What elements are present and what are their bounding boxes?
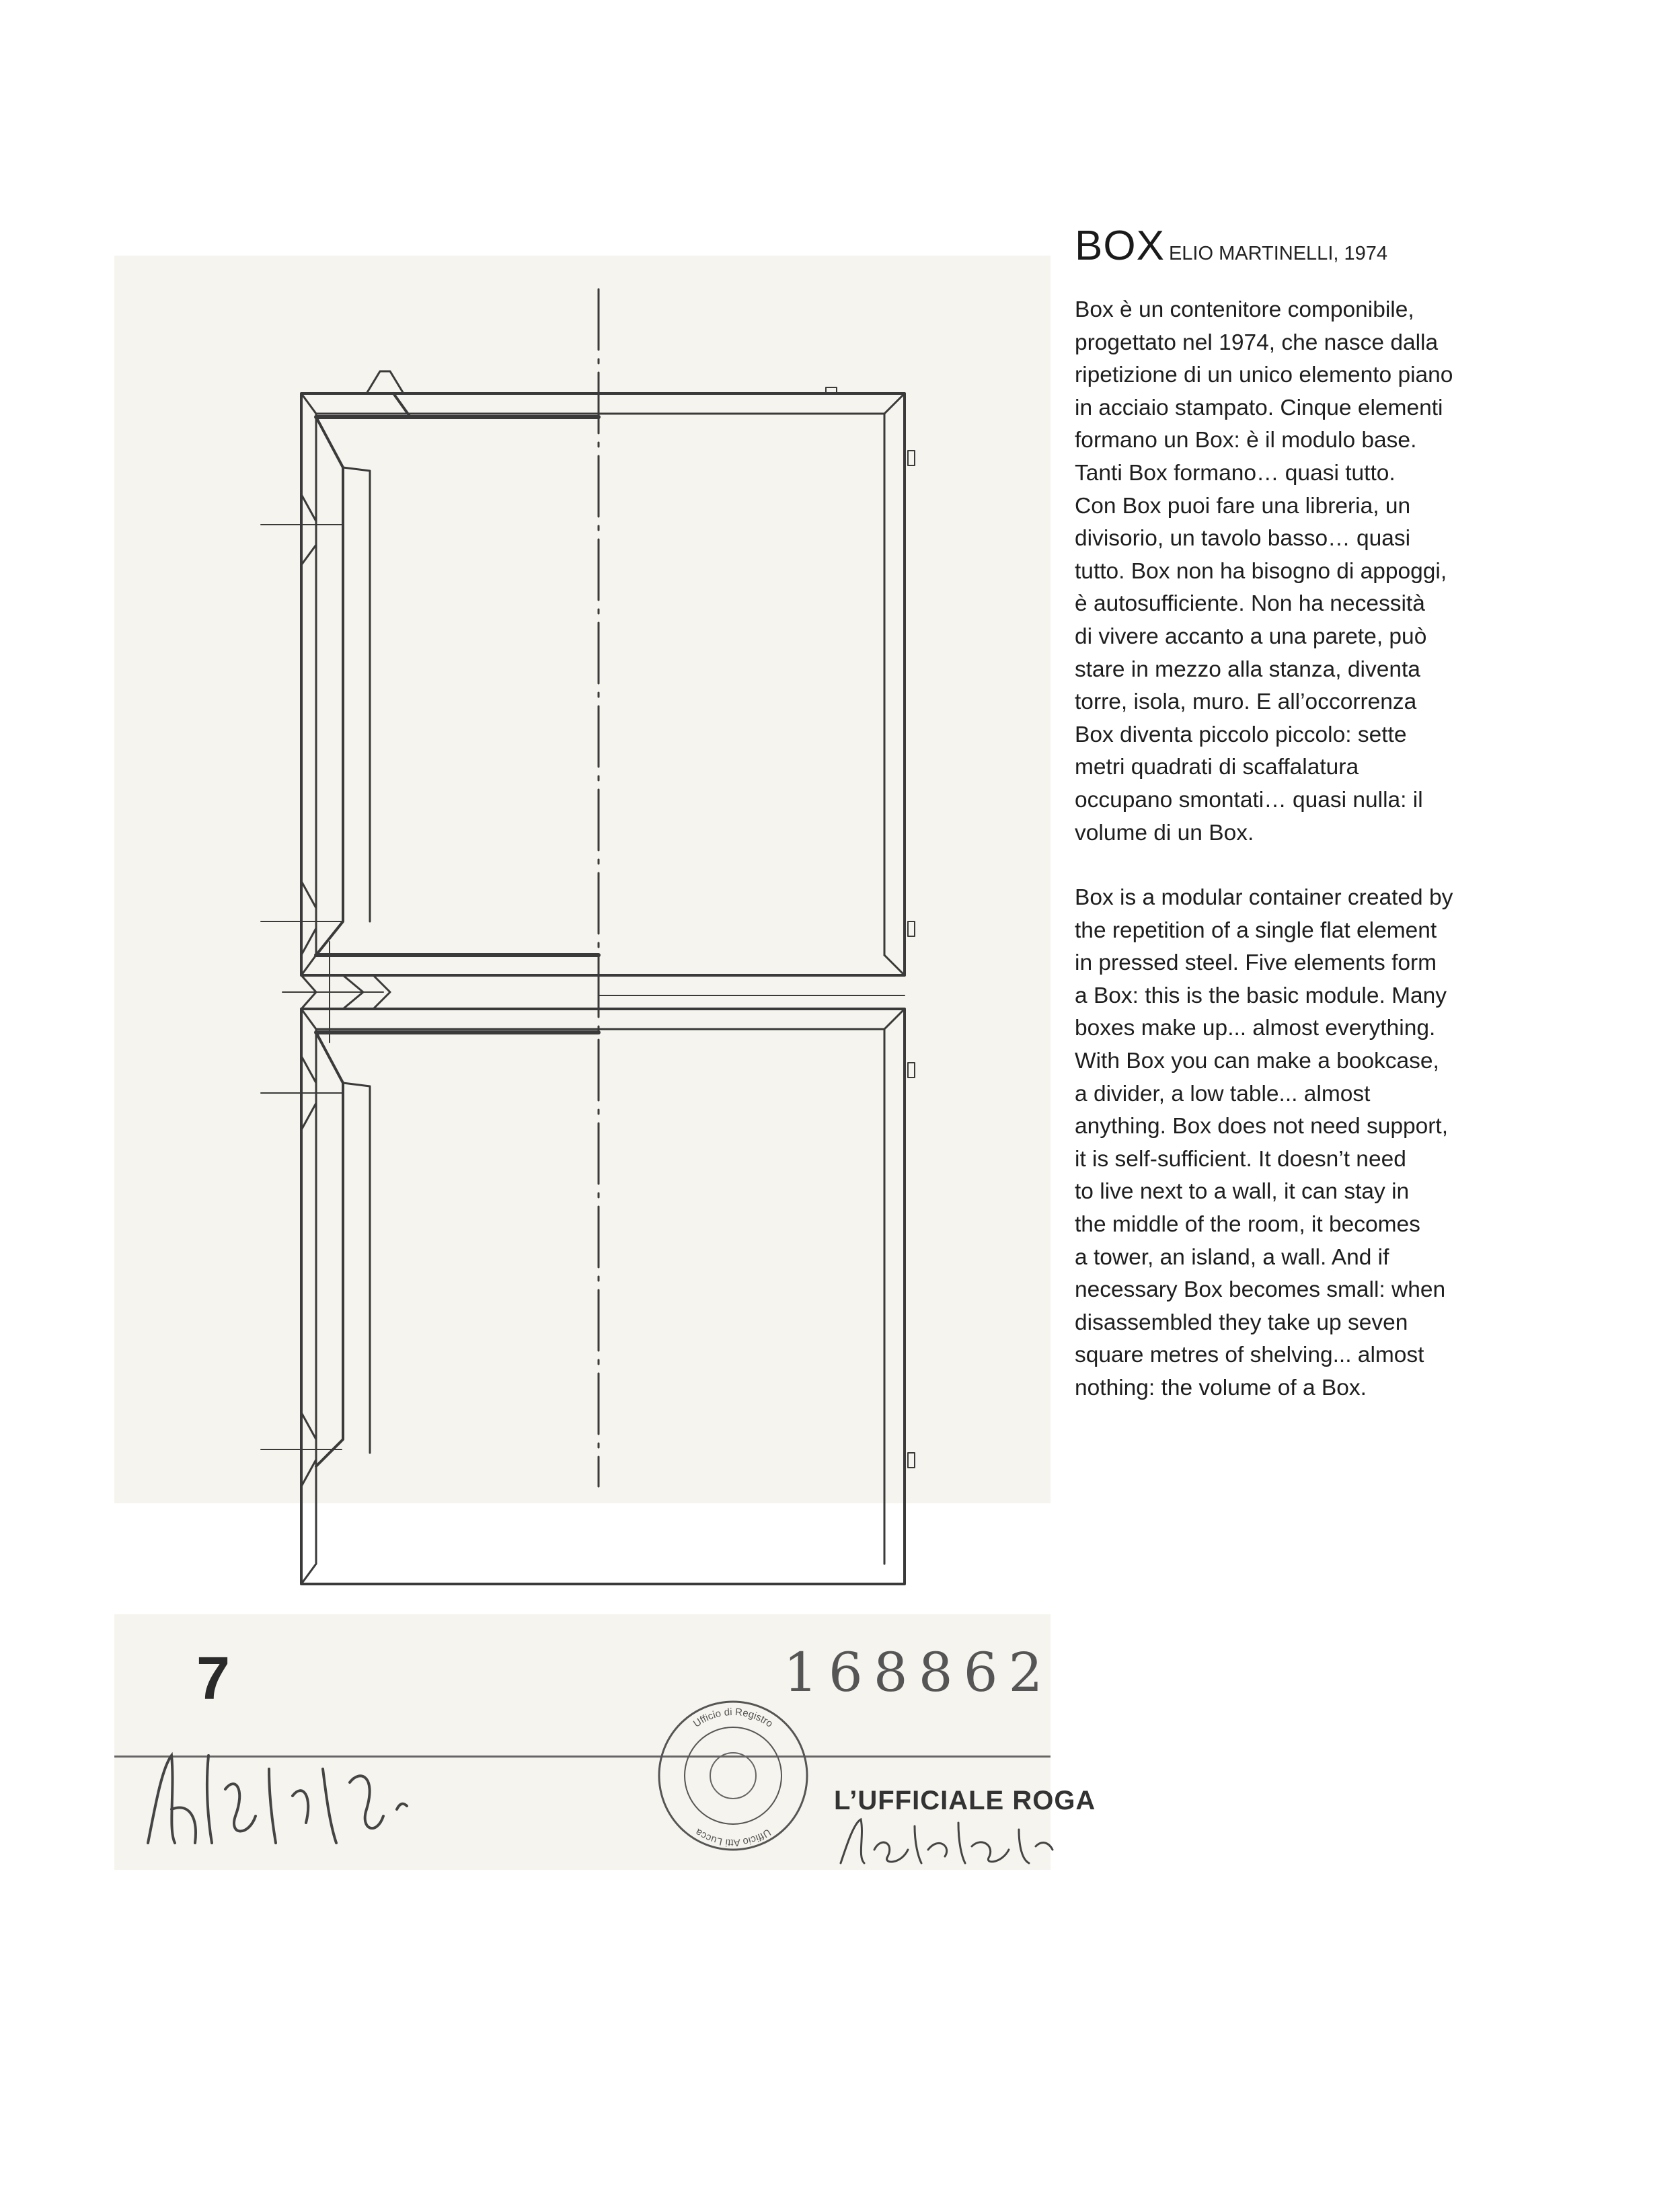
- official-signature: [834, 1816, 1056, 1870]
- stamp-top-text: Ufficio di Registro: [691, 1706, 775, 1730]
- designer-year: ELIO MARTINELLI, 1974: [1168, 243, 1387, 264]
- official-label: L’UFFICIALE ROGA: [834, 1786, 1096, 1815]
- description-italian: Box è un contenitore componibile, progettato nel 1974, che nasce dalla ripetizione di un unico elemento piano in acciaio stampato. Cinque elementi formano un Box: è il modulo base. Tanti Box formano… quasi tutto. Con Box puoi fare una libreria, un divisorio, un tavolo basso… quasi tutto. Box non ha bisogno di appoggi, è autosufficiente. Non ha necessità di vivere accanto a una parete, può stare in mezzo alla stanza, diventa torre, isola, muro. E all’occorrenza Box diventa piccolo piccolo: sette metri quadrati di scaffalatura occupano smontati… quasi nulla: il volume di un Box.: [1075, 297, 1453, 845]
- svg-text:Ufficio di Registro: [691, 1706, 775, 1730]
- technical-drawing: [114, 256, 1051, 1503]
- designer-signature: [135, 1729, 444, 1863]
- title-row: [1075, 222, 1613, 270]
- description-column: [1075, 222, 1613, 1405]
- page-number: 7: [196, 1645, 231, 1712]
- product-title: BOX: [1075, 223, 1165, 269]
- serial-number: 168862: [784, 1641, 1054, 1704]
- stamp-bottom-text: Ufficio Atti Lucca: [693, 1826, 773, 1849]
- official-stamp: [652, 1695, 814, 1856]
- description-english: Box is a modular container created by the repetition of a single flat element in pressed steel. Five elements form a Box: this is the basic module. Many boxes make up... almost everything. With Box you can make a bookcase, a divider, a low table... almost anything. Box does not need support, it is self-sufficient. It doesn’t need to live next to a wall, it can stay in the middle of the room, it becomes a tower, an island, a wall. And if necessary Box becomes small: when disassembled they take up seven square metres of shelving... almost nothing: the volume of a Box.: [1075, 885, 1453, 1400]
- box-elevation-drawing: [114, 256, 1051, 1503]
- drawing-footer: [114, 1614, 1096, 1870]
- lower-module: [261, 1009, 915, 1584]
- upper-module: [261, 371, 915, 975]
